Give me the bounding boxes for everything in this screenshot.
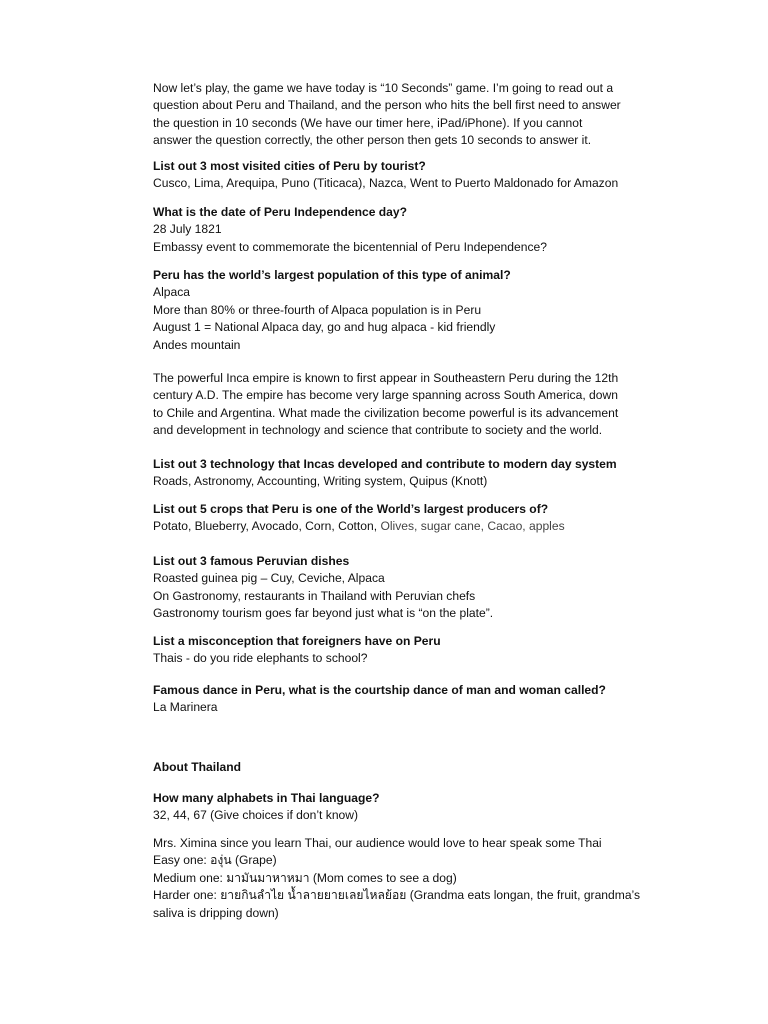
answer-line: Embassy event to commemorate the bicentennial of Peru Independence? <box>153 239 547 254</box>
section-heading: About Thailand <box>153 760 242 774</box>
thai-speaking-block <box>153 835 653 922</box>
answer-part: Olives, sugar cane, Cacao, apples <box>380 519 565 534</box>
harder-phrase-line: Harder one: ยายกินลำไย น้ำลายยายเลยไหลย้อย (Grandma eats longan, the fruit, grandma’s <box>153 888 641 903</box>
question-block-alpaca <box>153 267 653 354</box>
easy-phrase-line: Easy one: องุ่น (Grape) <box>153 853 277 868</box>
intro-line: answer the question correctly, the other person then gets 10 seconds to answer it. <box>153 133 592 148</box>
question-block-independence-day <box>153 204 653 256</box>
question-heading: List out 3 famous Peruvian dishes <box>153 554 350 568</box>
intro-line: Now let’s play, the game we have today is “10 Seconds” game. I’m going to read out a <box>153 81 614 95</box>
intro-line: question about Peru and Thailand, and the person who hits the bell first need to answer <box>153 98 621 113</box>
question-block-inca-technology <box>153 456 653 491</box>
answer-line: Gastronomy tourism goes far beyond just what is “on the plate”. <box>153 606 494 621</box>
intro-line: the question in 10 seconds (We have our timer here, iPad/iPhone). If you cannot <box>153 115 583 130</box>
answer-line: Roasted guinea pig – Cuy, Ceviche, Alpaca <box>153 571 385 586</box>
question-heading: List out 3 most visited cities of Peru by tourist? <box>153 159 426 173</box>
answer-line: 28 July 1821 <box>153 222 222 237</box>
question-heading: How many alphabets in Thai language? <box>153 791 380 805</box>
answer-line: August 1 = National Alpaca day, go and hug alpaca - kid friendly <box>153 320 496 335</box>
question-block-dance <box>153 682 653 717</box>
question-block-visited-cities <box>153 158 653 193</box>
answer-line: Andes mountain <box>153 337 241 352</box>
question-block-misconception <box>153 633 653 668</box>
answer-line: Alpaca <box>153 285 190 300</box>
answer-line: Roads, Astronomy, Accounting, Writing system, Quipus (Knott) <box>153 474 488 489</box>
answer-line: Cusco, Lima, Arequipa, Puno (Titicaca), Nazca, Went to Puerto Maldonado for Amazon <box>153 176 619 191</box>
answer-line: Thais - do you ride elephants to school? <box>153 651 368 666</box>
intro-paragraph <box>153 80 653 150</box>
inca-paragraph <box>153 370 653 440</box>
question-block-peruvian-dishes <box>153 553 653 623</box>
paragraph-line: The powerful Inca empire is known to first appear in Southeastern Peru during the 12th <box>153 371 619 385</box>
answer-line: On Gastronomy, restaurants in Thailand with Peruvian chefs <box>153 588 476 603</box>
answer-line: 32, 44, 67 (Give choices if don’t know) <box>153 808 359 823</box>
question-heading: List out 5 crops that Peru is one of the World’s largest producers of? <box>153 502 549 516</box>
question-heading: Famous dance in Peru, what is the courtship dance of man and woman called? <box>153 683 606 697</box>
paragraph-line: to Chile and Argentina. What made the civilization become powerful is its advancement <box>153 405 619 420</box>
answer-line <box>153 518 653 535</box>
question-heading: Peru has the world’s largest population of this type of animal? <box>153 268 511 282</box>
answer-part: Potato, Blueberry, Avocado, Corn, Cotton, <box>153 519 381 534</box>
medium-phrase-line: Medium one: มามันมาหาหมา (Mom comes to see a dog) <box>153 870 457 885</box>
question-heading: What is the date of Peru Independence day? <box>153 205 408 219</box>
answer-line: La Marinera <box>153 700 218 715</box>
question-heading: List out 3 technology that Incas developed and contribute to modern day system <box>153 457 617 471</box>
answer-line: More than 80% or three-fourth of Alpaca population is in Peru <box>153 302 482 317</box>
paragraph-line: century A.D. The empire has become very large spanning across South America, down <box>153 388 618 403</box>
section-heading-thailand <box>153 759 653 776</box>
question-block-crops <box>153 501 653 536</box>
paragraph-line: and development in technology and science that contribute to society and the world. <box>153 423 603 438</box>
question-heading: List a misconception that foreigners have on Peru <box>153 634 441 648</box>
harder-phrase-line: saliva is dripping down) <box>153 905 279 920</box>
question-block-thai-alphabets <box>153 790 653 825</box>
paragraph-line: Mrs. Ximina since you learn Thai, our audience would love to hear speak some Thai <box>153 836 602 850</box>
